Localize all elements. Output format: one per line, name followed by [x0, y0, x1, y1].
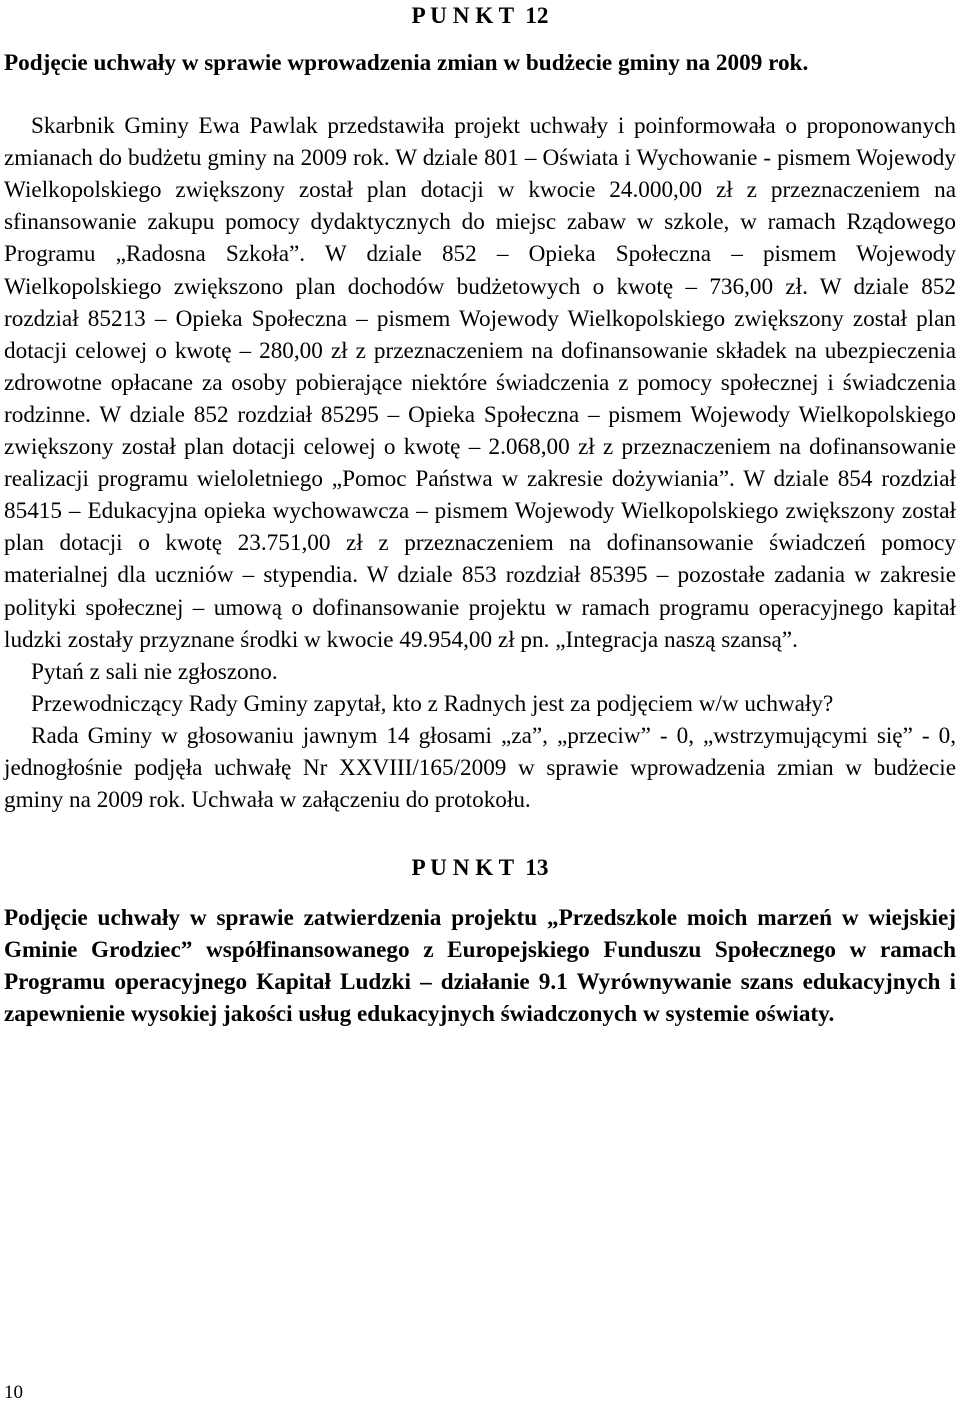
chairman-question-paragraph: Przewodniczący Rady Gminy zapytał, kto z Radnych jest za podjęciem w/w uchwały?: [31, 690, 834, 717]
vote-result-paragraph: Rada Gminy w głosowaniu jawnym 14 głosami „za”, „przeciw” - 0, „wstrzymującymi się” - 0, jednogłośnie podjęła uchwałę Nr XXVIII/165/2009 w sprawie wprowadzenia zmian w budżecie gminy na 2009 rok. Uchwała w załączeniu do protokołu.: [4, 722, 956, 814]
page-number: 10: [4, 1382, 23, 1403]
section-heading-punkt-13: P U N K T 13: [411, 855, 549, 882]
treasurer-report-paragraph: Skarbnik Gminy Ewa Pawlak przedstawiła projekt uchwały i poinformowała o proponowanych zmianach do budżetu gminy na 2009 rok. W dziale 801 – Oświata i Wychowanie - pismem Wojewody Wielkopolskiego zwiększony został plan dotacji w kwocie 24.000,00 zł z przeznaczeniem na sfinansowanie zakupu pomocy dydaktycznych do miejsc zabaw w szkole, w ramach Rządowego Programu „Radosna Szkoła”. W dziale 852 – Opieka Społeczna – pismem Wojewody Wielkopolskiego zwiększono plan dochodów budżetowych o kwotę – 736,00 zł. W dziale 852 rozdział 85213 – Opieka Społeczna – pismem Wojewody Wielkopolskiego zwiększony został plan dotacji celowej o kwotę – 280,00 zł z przeznaczeniem na dofinansowanie składek na ubezpieczenia zdrowotne opłacane za osoby pobierające niektóre świadczenia z pomocy społecznej i świadczenia rodzinne. W dziale 852 rozdział 85295 – Opieka Społeczna – pismem Wojewody Wielkopolskiego zwiększony został plan dotacji celowej o kwotę – 2.068,00 zł z przeznaczeniem na dofinansowanie realizacji programu wieloletniego „Pomoc Państwa w zakresie dożywiania”. W dziale 854 rozdział 85415 – Edukacyjna opieka wychowawcza – pismem Wojewody Wielkopolskiego zwiększony został plan dotacji o kwotę 23.751,00 zł z przeznaczeniem na dofinansowanie świadczeń pomocy materialnej dla uczniów – stypendia. W dziale 853 rozdział 85395 – pozostałe zadania w zakresie polityki społecznej – umową o dofinansowanie projektu w ramach programu operacyjnego kapitał ludzki zostały przyznane środki w kwocie 49.954,00 zł pn. „Integracja naszą szansą”.: [4, 113, 956, 653]
section-title-punkt-12: Podjęcie uchwały w sprawie wprowadzenia zmian w budżecie gminy na 2009 rok.: [4, 50, 809, 76]
section-heading-punkt-12: P U N K T 12: [411, 3, 549, 29]
questions-paragraph: Pytań z sali nie zgłoszono.: [31, 658, 278, 685]
document-page: [4, 0, 956, 1031]
section-title-punkt-13: Podjęcie uchwały w sprawie zatwierdzenia projektu „Przedszkole moich marzeń w wiejskiej Gminie Grodziec” współfinansowanego z Europejskiego Funduszu Społecznego w ramach Programu operacyjnego Kapitał Ludzki – działanie 9.1 Wyrównywanie szans edukacyjnych i zapewnienie wysokiej jakości usług edukacyjnych świadczonych w systemie oświaty.: [4, 905, 956, 1028]
